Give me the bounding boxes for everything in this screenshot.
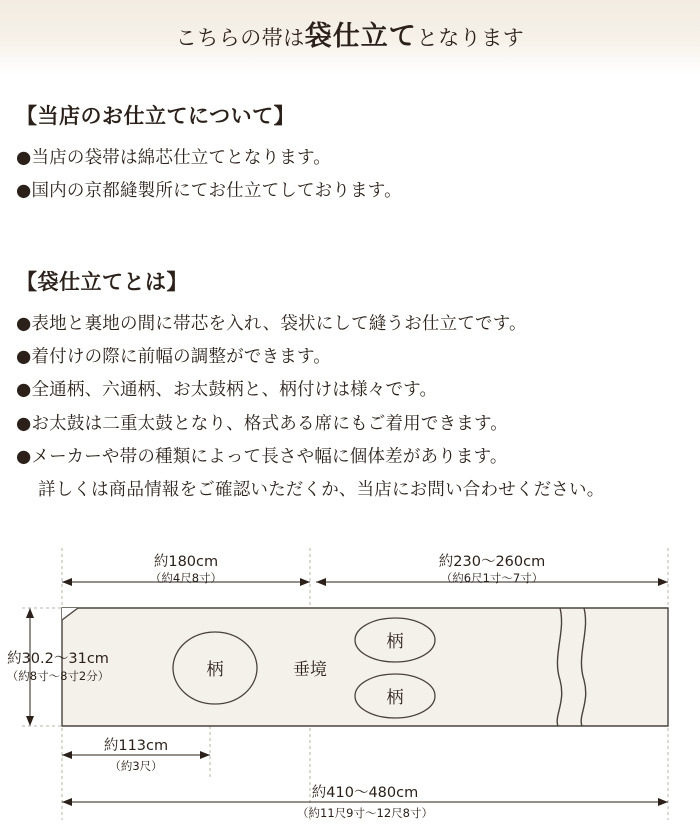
dim-left-sub: （約8寸〜8寸2分） [6, 669, 110, 683]
pattern-label-1: 柄 [206, 660, 224, 680]
dim-top-left-sub: （約4尺8寸） [149, 571, 223, 585]
obi-dimension-diagram [0, 520, 700, 840]
dim-bottom-left-main: 約113cm [103, 738, 169, 754]
list-item: ●当店の袋帯は綿芯仕立てとなります。 [16, 148, 331, 168]
dim-bottom-total-main: 約410〜480cm [311, 785, 419, 801]
section-heading: 【当店のお仕立てについて】 [16, 104, 296, 128]
section-what-is-fukuro [16, 266, 684, 505]
pattern-label-2: 柄 [386, 632, 404, 652]
section-heading: 【袋仕立てとは】 [16, 269, 188, 294]
list-item: ●着付けの際に前幅の調整ができます。 [16, 347, 331, 368]
dim-top-right-sub: （約6尺1寸〜7寸） [440, 571, 544, 585]
title-prefix: こちらの帯は [175, 25, 305, 50]
page-title [176, 14, 525, 53]
pattern-label-3: 柄 [386, 688, 404, 708]
header-banner [0, 0, 700, 74]
list-item: ●お太鼓は二重太鼓となり、格式ある席にもご着用できます。 [16, 413, 508, 434]
dim-bottom-left-sub: （約3尺） [109, 759, 163, 773]
content-body [0, 74, 700, 505]
title-emphasis: 袋仕立て [304, 20, 417, 52]
list-item: ●メーカーや帯の種類によって長さや幅に個体差があります。 [16, 447, 508, 468]
title-suffix: となります [416, 25, 525, 50]
list-item: ●国内の京都縫製所にてお仕立てしております。 [16, 181, 402, 202]
dim-left [22, 608, 62, 726]
section-shop-tailoring [16, 100, 684, 206]
dim-top-right-main: 約230〜260cm [438, 554, 546, 570]
list-item: ●表地と裏地の間に帯芯を入れ、袋状にして縫うお仕立てです。 [16, 313, 527, 334]
list-item-continuation: 詳しくは商品情報をご確認いただくか、当店にお問い合わせください。 [38, 480, 605, 501]
boundary-label: 垂境 [293, 660, 327, 680]
dim-top-left-main: 約180cm [153, 554, 219, 570]
list-item: ●全通柄、六通柄、お太鼓柄と、柄付けは様々です。 [16, 380, 438, 401]
dim-bottom-total-sub: （約11尺9寸〜12尺8寸） [297, 806, 433, 820]
dim-left-main: 約30.2〜31cm [7, 651, 109, 667]
